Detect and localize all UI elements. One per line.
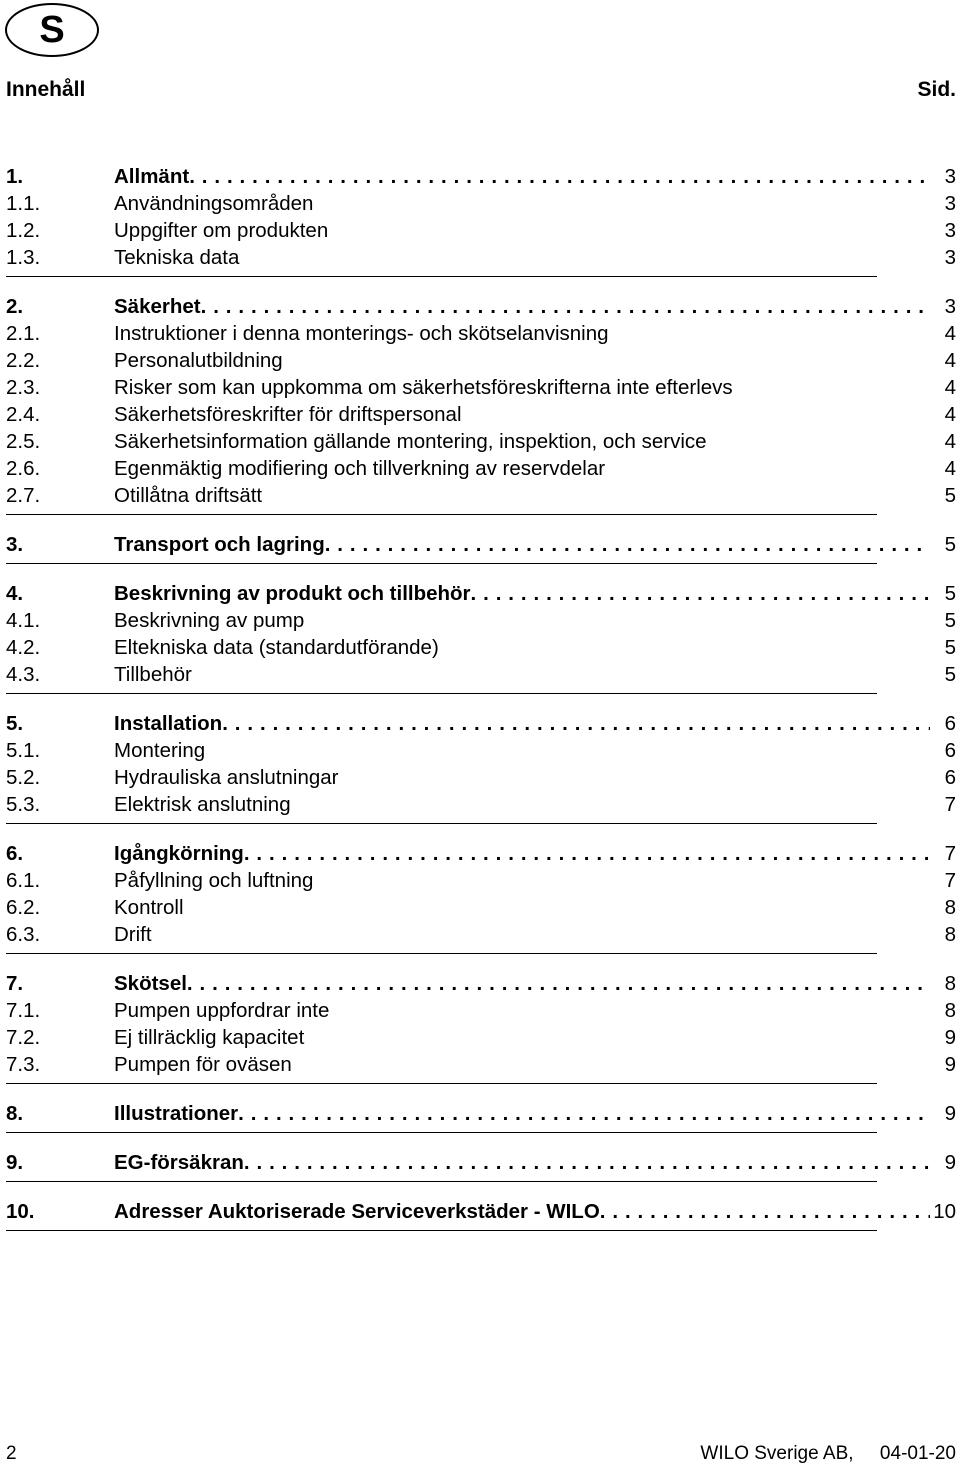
toc-entry-page: 3 bbox=[944, 165, 956, 188]
toc-entry-page: 5 bbox=[944, 636, 956, 659]
toc-entry-title: Säkerhetsinformation gällande montering, inspektion, och service bbox=[114, 430, 707, 453]
toc-section-row[interactable] bbox=[0, 531, 960, 558]
toc-entry-number: 4.2. bbox=[6, 636, 41, 659]
toc-section-row[interactable] bbox=[0, 970, 960, 997]
footer-company-date: WILO Sverige AB, 04-01-20 bbox=[700, 1443, 956, 1464]
toc-section-row[interactable] bbox=[0, 1100, 960, 1127]
toc-entry-number: 1.2. bbox=[6, 219, 41, 242]
toc-entry-page: 8 bbox=[944, 896, 956, 919]
toc-subsection-row[interactable] bbox=[0, 764, 960, 791]
toc-entry-page: 3 bbox=[944, 295, 956, 318]
toc-entry-page: 4 bbox=[944, 322, 956, 345]
toc-section-row[interactable] bbox=[0, 840, 960, 867]
toc-entry-title: Uppgifter om produkten bbox=[114, 219, 329, 242]
toc-entry-number: 2.3. bbox=[6, 376, 41, 399]
toc-section bbox=[0, 293, 960, 509]
toc-entry-title: Egenmäktig modifiering och tillverkning av reservdelar bbox=[114, 457, 606, 480]
language-badge bbox=[5, 3, 99, 57]
toc-subsection-row[interactable] bbox=[0, 374, 960, 401]
toc-entry-title: Påfyllning och luftning bbox=[114, 869, 314, 892]
toc-subsection-row[interactable] bbox=[0, 921, 960, 948]
toc-entry-title: Montering bbox=[114, 739, 206, 762]
toc-entry-number: 4. bbox=[6, 582, 24, 605]
toc-entry-page: 9 bbox=[944, 1102, 956, 1125]
toc-subsection-row[interactable] bbox=[0, 401, 960, 428]
toc-entry-number: 6.1. bbox=[6, 869, 41, 892]
toc-entry-title: Säkerhetsföreskrifter för driftspersonal bbox=[114, 403, 462, 426]
toc-subsection-row[interactable] bbox=[0, 894, 960, 921]
toc-section-row[interactable] bbox=[0, 1149, 960, 1176]
section-divider bbox=[6, 953, 877, 954]
section-divider bbox=[6, 823, 877, 824]
toc-entry-page: 3 bbox=[944, 219, 956, 242]
section-divider bbox=[6, 1132, 877, 1133]
toc-entry-title: Otillåtna driftsätt bbox=[114, 484, 263, 507]
toc-entry-title: Personalutbildning bbox=[114, 349, 283, 372]
language-badge-letter: S bbox=[39, 9, 65, 51]
toc-entry-title: Drift bbox=[114, 923, 152, 946]
toc-entry-number: 1.3. bbox=[6, 246, 41, 269]
toc-subsection-row[interactable] bbox=[0, 217, 960, 244]
section-divider bbox=[6, 693, 877, 694]
toc-subsection-row[interactable] bbox=[0, 867, 960, 894]
toc-entry-page: 7 bbox=[944, 842, 956, 865]
toc-entry-number: 6.2. bbox=[6, 896, 41, 919]
toc-entry-title: Installation . . . bbox=[114, 710, 930, 737]
toc-entry-title: Illustrationer . . . bbox=[114, 1100, 930, 1127]
toc-entry-number: 2.2. bbox=[6, 349, 41, 372]
toc-subsection-row[interactable] bbox=[0, 661, 960, 688]
toc-entry-title: Kontroll bbox=[114, 896, 184, 919]
toc-section bbox=[0, 580, 960, 688]
toc-entry-title: Eltekniska data (standardutförande) bbox=[114, 636, 439, 659]
toc-entry-page: 9 bbox=[944, 1026, 956, 1049]
toc-subsection-row[interactable] bbox=[0, 347, 960, 374]
toc-entry-title: Instruktioner i denna monterings- och skötselanvisning bbox=[114, 322, 609, 345]
toc-subsection-row[interactable] bbox=[0, 634, 960, 661]
toc-entry-number: 5.2. bbox=[6, 766, 41, 789]
toc-entry-page: 3 bbox=[944, 192, 956, 215]
toc-entry-number: 2.7. bbox=[6, 484, 41, 507]
toc-entry-number: 5. bbox=[6, 712, 24, 735]
toc-section-row[interactable] bbox=[0, 293, 960, 320]
toc-section bbox=[0, 1100, 960, 1127]
toc-entry-page: 6 bbox=[944, 766, 956, 789]
toc-entry-title: EG-försäkran . . . bbox=[114, 1149, 930, 1176]
toc-entry-number: 2.5. bbox=[6, 430, 41, 453]
toc-entry-number: 2.4. bbox=[6, 403, 41, 426]
toc-subsection-row[interactable] bbox=[0, 190, 960, 217]
section-divider bbox=[6, 276, 877, 277]
toc-entry-page: 5 bbox=[944, 663, 956, 686]
toc-entry-page: 9 bbox=[944, 1151, 956, 1174]
toc-section-row[interactable] bbox=[0, 580, 960, 607]
toc-entry-title: Säkerhet . . . bbox=[114, 293, 930, 320]
toc-subsection-row[interactable] bbox=[0, 1024, 960, 1051]
toc-entry-number: 3. bbox=[6, 533, 24, 556]
toc-subsection-row[interactable] bbox=[0, 482, 960, 509]
toc-section bbox=[0, 531, 960, 558]
toc-page-column-label: Sid. bbox=[917, 78, 956, 101]
table-of-contents bbox=[0, 163, 960, 1247]
section-divider bbox=[6, 1083, 877, 1084]
toc-section bbox=[0, 840, 960, 948]
section-divider bbox=[6, 514, 877, 515]
toc-entry-title: Transport och lagring . . . bbox=[114, 531, 930, 558]
toc-entry-title: Pumpen för oväsen bbox=[114, 1053, 292, 1076]
toc-entry-title: Tekniska data bbox=[114, 246, 240, 269]
toc-entry-title: Tillbehör bbox=[114, 663, 192, 686]
toc-entry-page: 10 bbox=[933, 1200, 956, 1223]
toc-entry-title: Beskrivning av produkt och tillbehör . . . bbox=[114, 580, 930, 607]
toc-entry-page: 4 bbox=[944, 457, 956, 480]
toc-subsection-row[interactable] bbox=[0, 428, 960, 455]
toc-entry-number: 7.1. bbox=[6, 999, 41, 1022]
toc-title: Innehåll bbox=[6, 78, 86, 101]
toc-entry-number: 2.1. bbox=[6, 322, 41, 345]
toc-entry-page: 5 bbox=[944, 582, 956, 605]
toc-entry-number: 6.3. bbox=[6, 923, 41, 946]
toc-entry-page: 8 bbox=[944, 999, 956, 1022]
toc-entry-page: 4 bbox=[944, 376, 956, 399]
toc-entry-page: 4 bbox=[944, 403, 956, 426]
toc-entry-number: 5.1. bbox=[6, 739, 41, 762]
toc-subsection-row[interactable] bbox=[0, 455, 960, 482]
toc-entry-page: 8 bbox=[944, 923, 956, 946]
toc-entry-title: Risker som kan uppkomma om säkerhetsföreskrifterna inte efterlevs bbox=[114, 376, 733, 399]
toc-entry-number: 7.3. bbox=[6, 1053, 41, 1076]
toc-entry-number: 1. bbox=[6, 165, 24, 188]
toc-entry-page: 9 bbox=[944, 1053, 956, 1076]
toc-entry-page: 5 bbox=[944, 533, 956, 556]
toc-subsection-row[interactable] bbox=[0, 737, 960, 764]
toc-entry-page: 4 bbox=[944, 430, 956, 453]
toc-entry-number: 8. bbox=[6, 1102, 24, 1125]
toc-entry-number: 5.3. bbox=[6, 793, 41, 816]
toc-entry-number: 4.1. bbox=[6, 609, 41, 632]
toc-entry-title: Hydrauliska anslutningar bbox=[114, 766, 339, 789]
toc-entry-number: 7.2. bbox=[6, 1026, 41, 1049]
toc-subsection-row[interactable] bbox=[0, 791, 960, 818]
toc-entry-number: 4.3. bbox=[6, 663, 41, 686]
toc-entry-page: 6 bbox=[944, 739, 956, 762]
toc-subsection-row[interactable] bbox=[0, 607, 960, 634]
toc-entry-page: 5 bbox=[944, 609, 956, 632]
toc-entry-page: 3 bbox=[944, 246, 956, 269]
toc-entry-page: 8 bbox=[944, 972, 956, 995]
toc-section bbox=[0, 1198, 960, 1225]
toc-section-row[interactable] bbox=[0, 163, 960, 190]
toc-entry-title: Ej tillräcklig kapacitet bbox=[114, 1026, 305, 1049]
toc-entry-title: Igångkörning . . . bbox=[114, 840, 930, 867]
footer-page-number: 2 bbox=[6, 1443, 17, 1464]
toc-entry-page: 7 bbox=[944, 793, 956, 816]
toc-entry-title: Pumpen uppfordrar inte bbox=[114, 999, 330, 1022]
toc-subsection-row[interactable] bbox=[0, 997, 960, 1024]
toc-section bbox=[0, 710, 960, 818]
toc-subsection-row[interactable] bbox=[0, 320, 960, 347]
toc-entry-page: 5 bbox=[944, 484, 956, 507]
toc-section-row[interactable] bbox=[0, 710, 960, 737]
toc-entry-number: 2. bbox=[6, 295, 24, 318]
toc-entry-title: Adresser Auktoriserade Serviceverkstäder - WILO . . . bbox=[114, 1198, 930, 1225]
toc-entry-title: Beskrivning av pump bbox=[114, 609, 305, 632]
toc-subsection-row[interactable] bbox=[0, 244, 960, 271]
toc-section bbox=[0, 970, 960, 1078]
section-divider bbox=[6, 1230, 877, 1231]
toc-entry-number: 1.1. bbox=[6, 192, 41, 215]
toc-entry-title: Elektrisk anslutning bbox=[114, 793, 291, 816]
toc-entry-number: 9. bbox=[6, 1151, 24, 1174]
section-divider bbox=[6, 1181, 877, 1182]
toc-section-row[interactable] bbox=[0, 1198, 960, 1225]
toc-section bbox=[0, 163, 960, 271]
toc-entry-number: 10. bbox=[6, 1200, 35, 1223]
toc-entry-page: 6 bbox=[944, 712, 956, 735]
toc-entry-title: Allmänt . . . bbox=[114, 163, 930, 190]
toc-entry-title: Användningsområden bbox=[114, 192, 314, 215]
toc-entry-page: 4 bbox=[944, 349, 956, 372]
toc-entry-number: 2.6. bbox=[6, 457, 41, 480]
toc-entry-number: 7. bbox=[6, 972, 24, 995]
section-divider bbox=[6, 563, 877, 564]
toc-entry-page: 7 bbox=[944, 869, 956, 892]
toc-subsection-row[interactable] bbox=[0, 1051, 960, 1078]
toc-entry-number: 6. bbox=[6, 842, 24, 865]
toc-section bbox=[0, 1149, 960, 1176]
toc-entry-title: Skötsel . . . bbox=[114, 970, 930, 997]
